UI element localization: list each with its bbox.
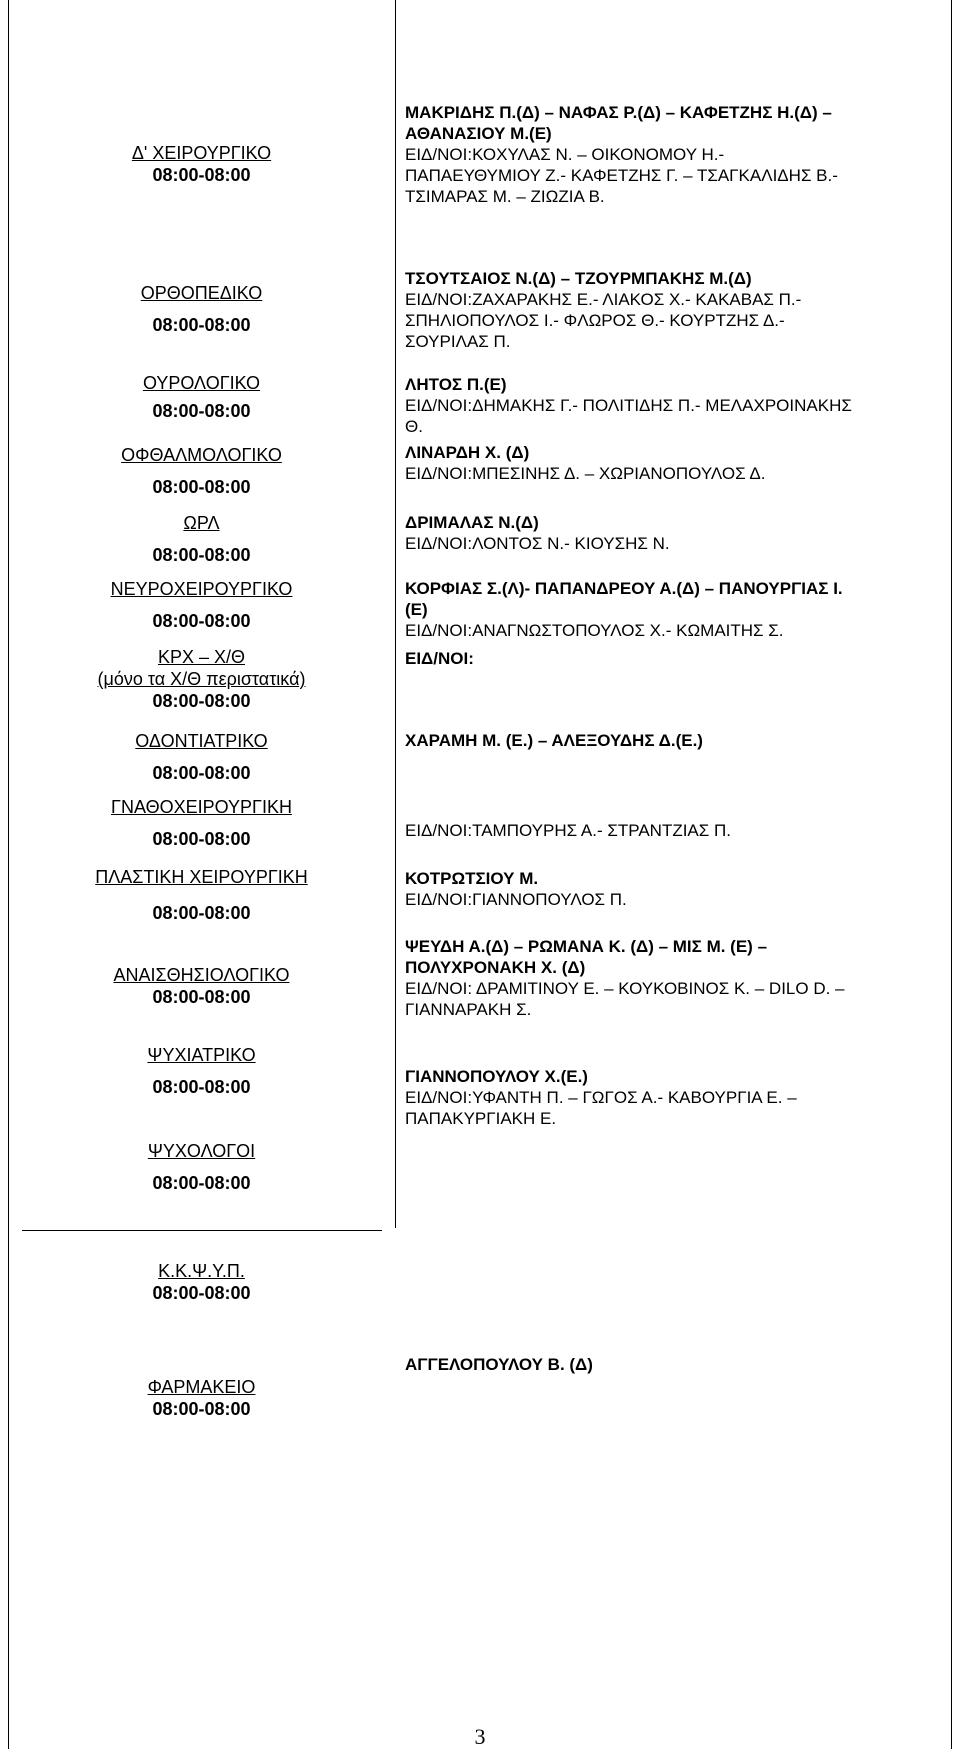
dept-name: ΟΡΘΟΠΕΔΙΚΟ [140, 283, 263, 303]
dept-block-d-cheirourgiko [8, 142, 395, 186]
dept-name: Κ.Κ.Ψ.Υ.Π. [158, 1261, 245, 1281]
dept-hours: 08:00-08:00 [152, 315, 251, 335]
staff-line: ΑΘΑΝΑΣΙΟΥ Μ.(Ε) [405, 124, 552, 143]
eid-line: ΕΙΔ/ΝΟΙ: ΔΡΑΜΙΤΙΝΟΥ Ε. – ΚΟΥΚΟΒΙΝΟΣ Κ. – DILO D. – [405, 979, 845, 998]
dept-block-psychiatriko [8, 1044, 395, 1098]
staff-block-anaisthisiologiko [405, 936, 945, 1020]
dept-block-ofthalmologiko [8, 444, 395, 498]
dept-block-orl [8, 512, 395, 566]
dept-block-kkpsyp [8, 1260, 395, 1304]
dept-block-plastiki [8, 866, 395, 924]
dept-hours: 08:00-08:00 [152, 1283, 251, 1303]
staff-block-plastiki [405, 868, 945, 910]
staff-line: ΧΑΡΑΜΗ Μ. (Ε.) – ΑΛΕΞΟΥΔΗΣ Δ.(Ε.) [405, 731, 703, 750]
eid-line: ΕΙΔ/ΝΟΙ:ΥΦΑΝΤΗ Π. – ΓΩΓΟΣ Α.- ΚΑΒΟΥΡΓΙΑ Ε. – [405, 1088, 797, 1107]
section-divider [22, 1230, 382, 1231]
dept-block-gnathocheirourgiki [8, 796, 395, 850]
dept-hours: 08:00-08:00 [152, 165, 251, 185]
staff-block-d-cheirourgiko [405, 102, 945, 207]
dept-name: ΩΡΛ [183, 513, 220, 533]
staff-line: ΠΟΛΥΧΡΟΝΑΚΗ Χ. (Δ) [405, 958, 586, 977]
dept-block-neurocheirourgiko [8, 578, 395, 632]
staff-line: ΚΟΤΡΩΤΣΙΟΥ Μ. [405, 869, 539, 888]
dept-hours: 08:00-08:00 [152, 477, 251, 497]
dept-name: ΓΝΑΘΟΧΕΙΡΟΥΡΓΙΚΗ [111, 797, 292, 817]
eid-line: ΕΙΔ/ΝΟΙ:ΑΝΑΓΝΩΣΤΟΠΟΥΛΟΣ Χ.- ΚΩΜΑΙΤΗΣ Σ. [405, 621, 784, 640]
dept-note: (μόνο τα Χ/Θ περιστατικά) [97, 669, 306, 689]
dept-name: ΑΝΑΙΣΘΗΣΙΟΛΟΓΙΚΟ [113, 965, 290, 985]
dept-name: ΚΡΧ – Χ/Θ [157, 647, 246, 667]
staff-block-farmakeio [405, 1354, 945, 1375]
eid-line: ΣΠΗΛΙΟΠΟΥΛΟΣ Ι.- ΦΛΩΡΟΣ Θ.- ΚΟΥΡΤΖΗΣ Δ.- [405, 311, 785, 330]
staff-block-odontiatriko [405, 730, 945, 751]
dept-name: ΟΔΟΝΤΙΑΤΡΙΚΟ [135, 731, 268, 751]
staff-block-orl [405, 512, 945, 554]
staff-line: ΓΙΑΝΝΟΠΟΥΛΟΥ Χ.(Ε.) [405, 1067, 588, 1086]
staff-block-orthopediko [405, 268, 945, 352]
eid-line: Θ. [405, 417, 423, 436]
dept-block-ourologiko [8, 372, 395, 422]
eid-line: ΠΑΠΑΕΥΘΥΜΙΟΥ Ζ.- ΚΑΦΕΤΖΗΣ Γ. – ΤΣΑΓΚΑΛΙΔΗΣ Β.- [405, 166, 838, 185]
dept-name: Δ' ΧΕΙΡΟΥΡΓΙΚΟ [131, 143, 272, 163]
dept-hours: 08:00-08:00 [152, 1173, 251, 1193]
staff-block-neurocheirourgiko [405, 578, 945, 641]
eid-line: ΤΣΙΜΑΡΑΣ Μ. – ΖΙΩΖΙΑ Β. [405, 187, 605, 206]
staff-line: ΤΣΟΥΤΣΑΙΟΣ Ν.(Δ) – ΤΖΟΥΡΜΠΑΚΗΣ Μ.(Δ) [405, 269, 752, 288]
dept-name: ΟΥΡΟΛΟΓΙΚΟ [142, 373, 261, 393]
dept-name: ΨΥΧΟΛΟΓΟΙ [147, 1141, 256, 1161]
staff-line: ΛΗΤΟΣ Π.(Ε) [405, 375, 507, 394]
dept-hours: 08:00-08:00 [152, 987, 251, 1007]
dept-hours: 08:00-08:00 [152, 545, 251, 565]
dept-block-psychologoi [8, 1140, 395, 1194]
dept-name: ΟΦΘΑΛΜΟΛΟΓΙΚΟ [121, 445, 282, 465]
dept-hours: 08:00-08:00 [152, 1077, 251, 1097]
staff-block-ourologiko [405, 374, 945, 437]
dept-name: ΠΛΑΣΤΙΚΗ ΧΕΙΡΟΥΡΓΙΚΗ [95, 867, 308, 887]
dept-hours: 08:00-08:00 [152, 1399, 251, 1419]
dept-name: ΦΑΡΜΑΚΕΙΟ [147, 1377, 256, 1397]
dept-hours: 08:00-08:00 [152, 401, 251, 421]
dept-name: ΝΕΥΡΟΧΕΙΡΟΥΡΓΙΚΟ [110, 579, 293, 599]
page-number: 3 [474, 1724, 486, 1749]
eid-line: ΕΙΔ/ΝΟΙ: [405, 649, 474, 668]
dept-block-anaisthisiologiko [8, 964, 395, 1008]
dept-block-odontiatriko [8, 730, 395, 784]
dept-hours: 08:00-08:00 [152, 763, 251, 783]
staff-block-ofthalmologiko [405, 442, 945, 484]
dept-hours: 08:00-08:00 [152, 611, 251, 631]
staff-block-psychiatriko [405, 1066, 945, 1129]
dept-hours: 08:00-08:00 [152, 691, 251, 711]
staff-line: ΛΙΝΑΡΔΗ Χ. (Δ) [405, 443, 530, 462]
dept-block-orthopediko [8, 282, 395, 336]
eid-line: ΕΙΔ/ΝΟΙ:ΖΑΧΑΡΑΚΗΣ Ε.- ΛΙΑΚΟΣ Χ.- ΚΑΚΑΒΑΣ Π.- [405, 290, 802, 309]
column-divider [395, 0, 396, 1228]
staff-line: ΨΕΥΔΗ Α.(Δ) – ΡΩΜΑΝΑ Κ. (Δ) – ΜΙΣ Μ. (Ε) – [405, 937, 768, 956]
staff-line: ΑΓΓΕΛΟΠΟΥΛΟΥ Β. (Δ) [405, 1355, 593, 1374]
eid-line: ΓΙΑΝΝΑΡΑΚΗ Σ. [405, 1000, 532, 1019]
staff-line: ΜΑΚΡΙΔΗΣ Π.(Δ) – ΝΑΦΑΣ Ρ.(Δ) – ΚΑΦΕΤΖΗΣ Η.(Δ) – [405, 103, 832, 122]
dept-block-krx [8, 646, 395, 712]
eid-line: ΣΟΥΡΙΛΑΣ Π. [405, 332, 511, 351]
eid-line: ΕΙΔ/ΝΟΙ:ΜΠΕΣΙΝΗΣ Δ. – ΧΩΡΙΑΝΟΠΟΥΛΟΣ Δ. [405, 464, 766, 483]
staff-line: ΚΟΡΦΙΑΣ Σ.(Λ)- ΠΑΠΑΝΔΡΕΟΥ Α.(Δ) – ΠΑΝΟΥΡΓΙΑΣ Ι. [405, 579, 843, 598]
dept-hours: 08:00-08:00 [152, 903, 251, 923]
dept-hours: 08:00-08:00 [152, 829, 251, 849]
eid-line: ΕΙΔ/ΝΟΙ:ΓΙΑΝΝΟΠΟΥΛΟΣ Π. [405, 890, 627, 909]
eid-line: ΕΙΔ/ΝΟΙ:ΔΗΜΑΚΗΣ Γ.- ΠΟΛΙΤΙΔΗΣ Π.- ΜΕΛΑΧΡΟΙΝΑΚΗΣ [405, 396, 852, 415]
eid-line: ΕΙΔ/ΝΟΙ:ΤΑΜΠΟΥΡΗΣ Α.- ΣΤΡΑΝΤΖΙΑΣ Π. [405, 821, 732, 840]
eid-line: ΕΙΔ/ΝΟΙ:ΛΟΝΤΟΣ Ν.- ΚΙΟΥΣΗΣ Ν. [405, 534, 670, 553]
eid-line: ΠΑΠΑΚΥΡΓΙΑΚΗ Ε. [405, 1109, 557, 1128]
eid-line: ΕΙΔ/ΝΟΙ:ΚΟΧΥΛΑΣ Ν. – ΟΙΚΟΝΟΜΟΥ Η.- [405, 145, 725, 164]
staff-line: ΔΡΙΜΑΛΑΣ Ν.(Δ) [405, 513, 539, 532]
dept-name: ΨΥΧΙΑΤΡΙΚΟ [147, 1045, 256, 1065]
staff-block-krx [405, 648, 945, 669]
staff-block-gnathocheirourgiki [405, 820, 945, 841]
dept-block-farmakeio [8, 1376, 395, 1420]
staff-line: (Ε) [405, 600, 428, 619]
